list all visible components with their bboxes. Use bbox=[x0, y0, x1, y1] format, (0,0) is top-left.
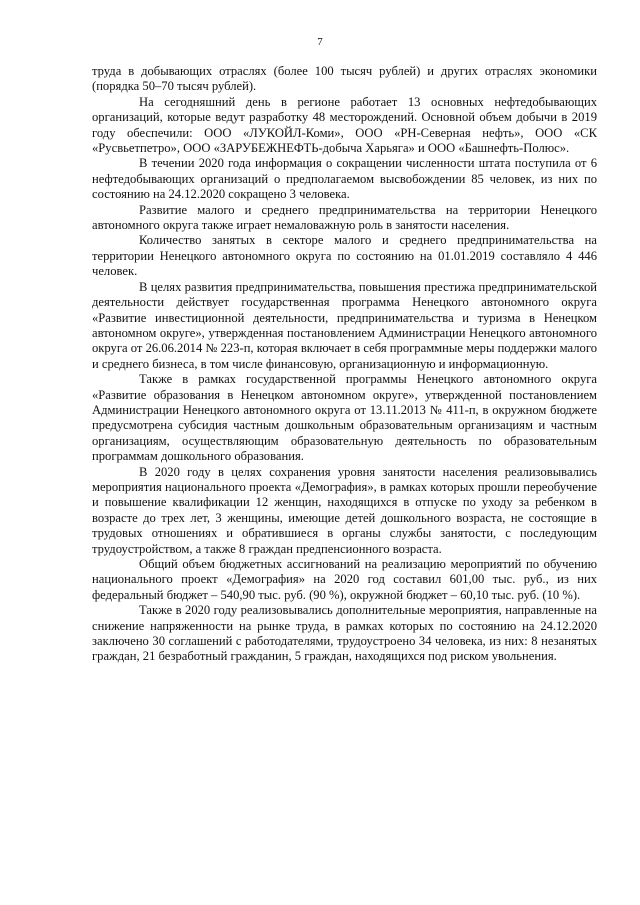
paragraph: Развитие малого и среднего предпринимательства на территории Ненецкого автономного округа также играет немаловажную роль в занятости населения. bbox=[92, 202, 597, 233]
paragraph: Количество занятых в секторе малого и среднего предпринимательства на территории Ненецкого автономного округа по состоянию на 01.01.2019 составляло 4 446 человек. bbox=[92, 233, 597, 279]
document-body bbox=[92, 64, 597, 665]
paragraph: Также в 2020 году реализовывались дополнительные мероприятия, направленные на снижение напряженности на рынке труда, в рамках которых по состоянию на 24.12.2020 заключено 30 соглашений с работодателями, трудоустроено 34 человека, из них: 8 незанятых граждан, 21 безработный гражданин, 5 граждан, находящихся под риском увольнения. bbox=[92, 603, 597, 664]
paragraph: В течении 2020 года информация о сокращении численности штата поступила от 6 нефтедобывающих организаций о предполагаемом высвобождении 85 человек, из них по состоянию на 24.12.2020 сокращено 3 человека. bbox=[92, 156, 597, 202]
paragraph: Общий объем бюджетных ассигнований на реализацию мероприятий по обучению национального проект «Демография» на 2020 год составил 601,00 тыс. руб., из них федеральный бюджет – 540,90 тыс. руб. (90 %), окружной бюджет – 60,10 тыс. руб. (10 %). bbox=[92, 557, 597, 602]
page-number: 7 bbox=[317, 36, 323, 48]
paragraph: В 2020 году в целях сохранения уровня занятости населения реализовывались мероприятия национального проекта «Демография», в рамках которых прошли переобучение и повышение квалификации 12 женщин, находящихся в отпуске по уходу за ребенком в возрасте до трех лет, 3 женщины, имеющие детей дошкольного возраста, не состоящие в трудовых отношениях и обратившиеся в органы службы занятости, с последующим трудоустройством, а также 8 граждан предпенсионного возраста. bbox=[92, 464, 597, 556]
paragraph-continuation: труда в добывающих отраслях (более 100 тысяч рублей) и других отраслях экономики (порядка 50–70 тысяч рублей). bbox=[92, 64, 597, 94]
paragraph: В целях развития предпринимательства, повышения престижа предпринимательской деятельности действует государственная программа Ненецкого автономного округа «Развитие инвестиционной деятельности, предпринимательства и туризма в Ненецком автономном округе», утвержденная постановлением Администрации Ненецкого автономного округа от 26.06.2014 № 223-п, которая включает в себя программные меры поддержки малого и среднего бизнеса, в том числе финансовую, организационную и информационную. bbox=[92, 279, 597, 371]
paragraph: Также в рамках государственной программы Ненецкого автономного округа «Развитие образования в Ненецком автономном округе», утвержденной постановлением Администрации Ненецкого автономного округа от 13.11.2013 № 411-п, в окружном бюджете предусмотрена субсидия частным дошкольным образовательным организациям и частным организациям, осуществляющим образовательную деятельность по образовательным программам дошкольного образования. bbox=[92, 372, 597, 464]
paragraph: На сегодняшний день в регионе работает 13 основных нефтедобывающих организаций, которые ведут разработку 48 месторождений. Основной объем добычи в 2019 году обеспечили: ООО «ЛУКОЙЛ-Коми», ООО «РН-Северная нефть», ООО «СК «Русвьетпетро», ООО «ЗАРУБЕЖНЕФТЬ-добыча Харьяга» и ООО «Башнефть-Полюс». bbox=[92, 94, 597, 156]
